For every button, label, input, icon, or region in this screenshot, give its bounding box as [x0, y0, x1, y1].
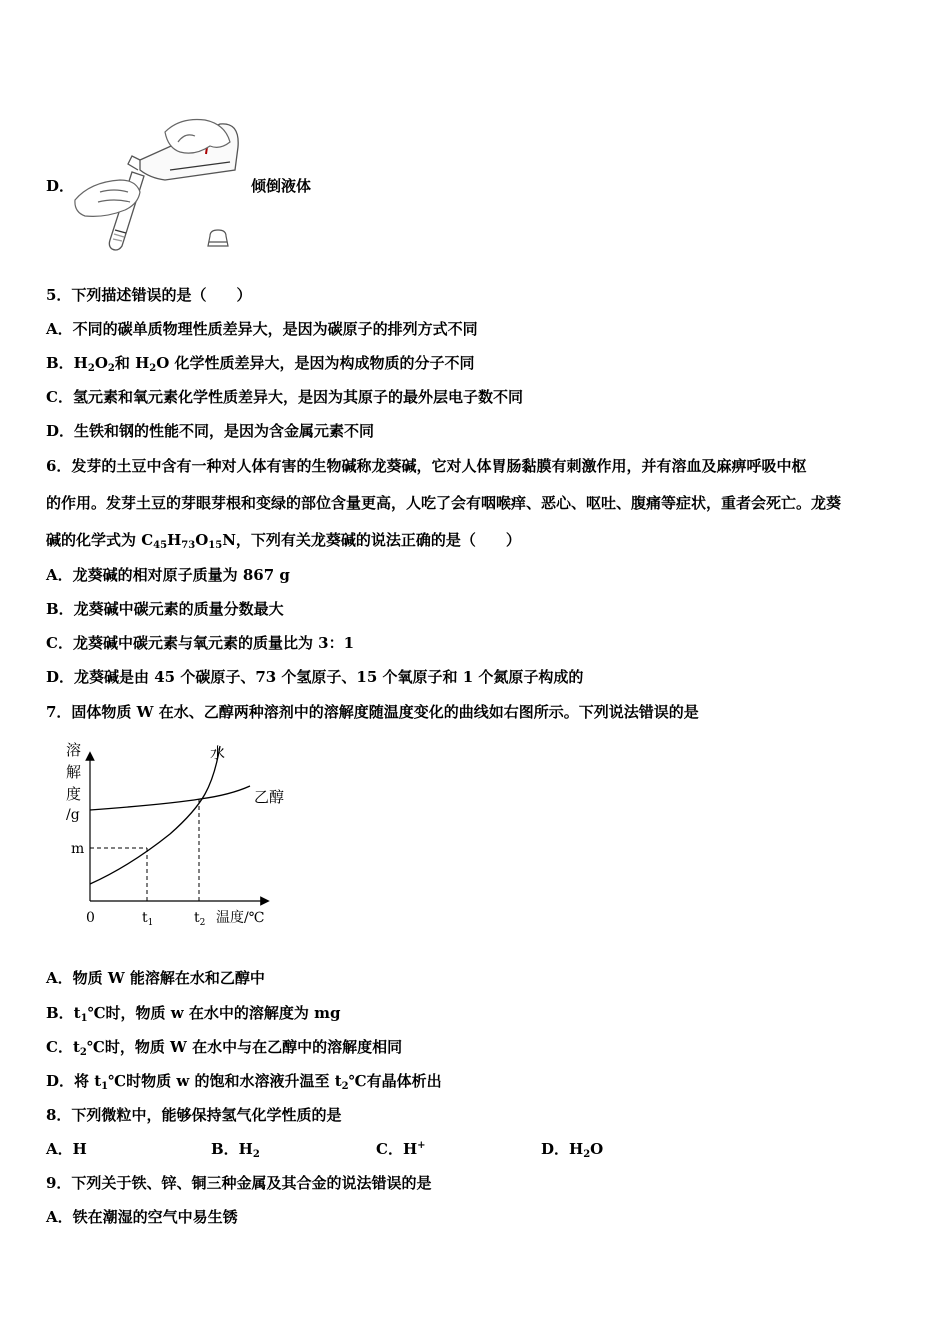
q7-option-d: D．将 $t_1℃$时物质 w 的饱和水溶液升温至 $t_2℃$有晶体析出 [46, 1072, 442, 1092]
q4-option-d-letter: D． [46, 177, 75, 195]
q5-option-c: C．氢元素和氧元素化学性质差异大，是因为其原子的最外层电子数不同 [46, 388, 523, 406]
x-axis-label: 温度/℃ [216, 910, 265, 926]
q7-option-a: A．物质 W 能溶解在水和乙醇中 [46, 969, 265, 987]
q6-stem-line2: 的作用。发芽土豆的芽眼芽根和变绿的部位含量更高，人吃了会有咽喉痒、恶心、呕吐、腹痛等症状，重者会死亡。龙葵 [46, 494, 842, 512]
y-label-1: 溶 [66, 741, 82, 759]
q8-stem: 8．下列微粒中，能够保持氢气化学性质的是 [46, 1106, 342, 1124]
q8-option-a: A．H [46, 1140, 87, 1158]
y-label-3: 度 [66, 785, 82, 803]
q5-option-d: D．生铁和钢的性能不同，是因为含金属元素不同 [46, 422, 375, 440]
q5-option-a: A．不同的碳单质物理性质差异大，是因为碳原子的排列方式不同 [46, 320, 478, 338]
q4-option-d-caption: 倾倒液体 [251, 177, 312, 195]
q7-stem: 7．固体物质 W 在水、乙醇两种溶剂中的溶解度随温度变化的曲线如右图所示。下列说法错误的是 [46, 703, 699, 721]
q6-option-b: B．龙葵碱中碳元素的质量分数最大 [46, 600, 284, 618]
q5-stem: 5．下列描述错误的是（ ） [46, 286, 252, 304]
y-label-2: 解 [66, 763, 82, 781]
t2-label: $t_2$ [194, 910, 206, 928]
origin-label: 0 [86, 910, 95, 926]
q9-stem: 9．下列关于铁、锌、铜三种金属及其合金的说法错误的是 [46, 1174, 432, 1192]
solubility-graph [60, 738, 300, 930]
water-curve [90, 746, 220, 884]
q7-option-b: B．$t_1℃$时，物质 w 在水中的溶解度为 mg [46, 1004, 341, 1024]
q6-stem-line1: 6．发芽的土豆中含有一种对人体有害的生物碱称龙葵碱，它对人体胃肠黏膜有刺激作用，并有溶血及麻痹呼吸中枢 [46, 457, 807, 475]
q8-option-d: D．$H_2O$ [541, 1140, 604, 1160]
bottle-stopper-icon [208, 230, 228, 246]
q7-option-c: C．$t_2℃$时，物质 W 在水中与在乙醇中的溶解度相同 [46, 1038, 403, 1058]
ethanol-curve [90, 786, 250, 810]
q5-option-b: B．$H_2O_2$和 $H_2O$ 化学性质差异大，是因为构成物质的分子不同 [46, 354, 475, 374]
m-label: m [71, 841, 85, 857]
q6-option-c: C．龙葵碱中碳元素与氧元素的质量比为 3：1 [46, 634, 355, 652]
q8-option-c: C．H+ [376, 1140, 426, 1158]
water-label: 水 [210, 744, 226, 762]
q6-option-a: A．龙葵碱的相对原子质量为 867 g [46, 566, 290, 584]
q8-option-b: B．$H_2$ [211, 1140, 260, 1160]
q6-stem-line3: 碱的化学式为 $C_{45}H_{73}O_{15}N$，下列有关龙葵碱的说法正确的是（ ） [46, 531, 521, 551]
pouring-liquid-illustration [70, 112, 245, 257]
ethanol-label: 乙醇 [254, 788, 285, 806]
q9-option-a: A．铁在潮湿的空气中易生锈 [46, 1208, 238, 1226]
t1-label: $t_1$ [142, 910, 154, 928]
q6-option-d: D．龙葵碱是由 45 个碳原子、73 个氢原子、15 个氧原子和 1 个氮原子构成的 [46, 668, 584, 686]
y-label-4: /g [66, 807, 80, 823]
